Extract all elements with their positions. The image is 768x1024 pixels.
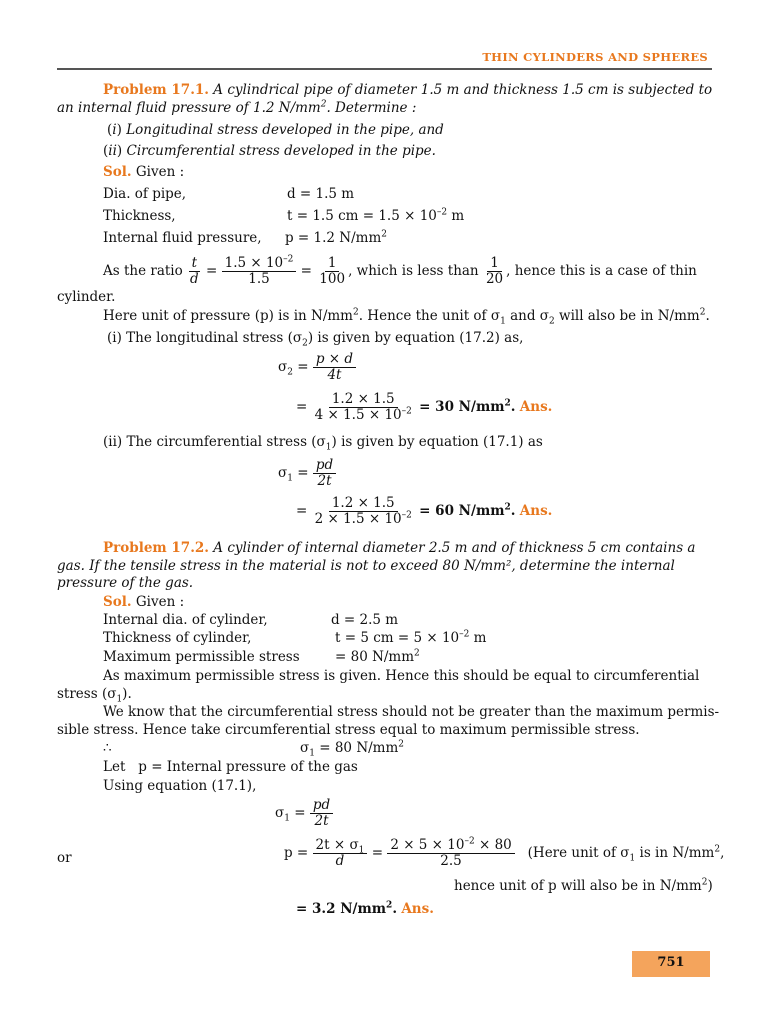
problem-statement: A cylindrical pipe of diameter 1.5 m and thickness 1.5 cm is subjected to [213, 82, 713, 98]
statement-text: . Determine : [326, 100, 417, 116]
pressure-equation: p = $\frac{2t \times \sigma_1}{d}$ = $\frac{2 \times 5 \times 10^{-2} \times 80}{2.5}$ (Here unit of $\sigma_1$ is in $N/mm^2$, [284, 836, 725, 869]
using-line: Using equation (17.1), [103, 778, 257, 794]
ratio-continuation: cylinder. [57, 289, 116, 305]
unit-note-2: hence unit of p will also be in $N/mm^2$) [454, 877, 713, 894]
running-header: THIN CYLINDERS AND SPHERES [482, 50, 708, 64]
given-value-2: t = 1.5 cm = $1.5 \times 10^{-2}$ m [287, 207, 465, 224]
problem-17-2-line2: gas. If the tensile stress in the material is not to exceed 80 N/mm², determine the internal [57, 558, 675, 574]
given-label-2: Thickness, [103, 208, 176, 224]
item-ii: (ii) Circumferential stress developed in the pipe. [103, 143, 436, 159]
ratio-fraction: $\frac{1}{20}$ [485, 255, 504, 287]
given-value-2: t = 5 cm = $5 \times 10^{-2}$ m [335, 629, 487, 646]
given-label-3: Internal fluid pressure, [103, 230, 262, 246]
unit-line: Here unit of pressure (p) is in $N/mm^2$. Hence the unit of $\sigma_1$ and $\sigma_2$ will also be in $N/mm^2$. [103, 307, 710, 327]
sigma2-eq2: = $\frac{1.2 \times 1.5}{4 \times 1.5 \times 10^{-2}}$ = 30 $N/mm^2$. Ans. [296, 391, 553, 423]
paragraph-line: stress $(\sigma_1)$. [57, 686, 132, 705]
let-line: Let p = Internal pressure of the gas [103, 759, 358, 775]
given-value-1: d = 1.5 m [287, 186, 355, 202]
ans-label: Ans. [519, 399, 553, 415]
given-value-3: p = 1.2 $N/mm^2$ [285, 229, 387, 246]
item-text: Longitudinal stress developed in the pipe, and [126, 122, 444, 138]
or-label: or [57, 850, 72, 866]
given-label: Given : [135, 164, 185, 180]
ratio-line: As the ratio $\frac{t}{d}$ = $\frac{1.5 \times 10^{-2}}{1.5}$ = $\frac{1}{100}$ , which is less than $\frac{1}{20}$ , hence this is a case of thin [103, 254, 697, 287]
sigma2-eq1: $\sigma_2$ = $\frac{p \times d}{4t}$ [278, 352, 356, 383]
problem-label: Problem 17.1. [103, 82, 209, 98]
given-label-1: Internal dia. of cylinder, [103, 612, 268, 628]
sigma1-value: $\sigma_1 = 80$ $N/mm^2$ [300, 739, 405, 759]
item-text: Circumferential stress developed in the pipe. [126, 143, 436, 159]
ratio-fraction: $\frac{1.5 \times 10^{-2}}{1.5}$ [222, 256, 297, 287]
header-rule [57, 68, 712, 70]
ratio-fraction: $\frac{1}{100}$ [319, 255, 346, 287]
problem-17-2-line1: Problem 17.2. A cylinder of internal diameter 2.5 m and of thickness 5 cm contains a [103, 540, 696, 556]
sol-line-2: Sol. Given : [103, 594, 185, 610]
sigma1-eq3: $\sigma_1$ = $\frac{pd}{2t}$ [275, 798, 333, 829]
problem-label: Problem 17.2. [103, 540, 209, 556]
given-value-3: = 80 $N/mm^2$ [335, 648, 420, 665]
sol-line [103, 164, 184, 180]
unit-note: (Here unit of $\sigma_1$ is in $N/mm^2$, [527, 844, 725, 864]
paragraph-line: As maximum permissible stress is given. Hence this should be equal to circumferential [103, 668, 700, 684]
therefore-symbol: ∴ [103, 740, 112, 756]
final-result: = 3.2 $N/mm^2$. Ans. [296, 900, 434, 917]
given-label-3: Maximum permissible stress [103, 649, 300, 665]
paragraph-line: sible stress. Hence take circumferential stress equal to maximum permissible stress. [57, 722, 640, 738]
page-number: 751 [657, 955, 685, 970]
problem-17-2-line3: pressure of the gas. [57, 575, 194, 591]
given-label-2: Thickness of cylinder, [103, 630, 252, 646]
given-label-1: Dia. of pipe, [103, 186, 187, 202]
problem-17-1-line1 [103, 82, 712, 98]
statement-text: an internal fluid pressure of 1.2 N/mm [57, 100, 321, 116]
sol-label: Sol. [103, 164, 132, 180]
longitudinal-line: (i) The longitudinal stress $(\sigma_2)$ is given by equation (17.2) as, [107, 330, 524, 349]
problem-17-1-line2: an internal fluid pressure of 1.2 $N/mm^2$. Determine : [57, 99, 417, 116]
item-i: (i) Longitudinal stress developed in the pipe, and [107, 122, 444, 138]
sigma1-eq2: = $\frac{1.2 \times 1.5}{2 \times 1.5 \times 10^{-2}}$ = 60 $N/mm^2$. Ans. [296, 495, 553, 527]
sigma1-eq1: $\sigma_1$ = $\frac{pd}{2t}$ [278, 458, 336, 489]
ratio-fraction: $\frac{t}{d}$ [190, 255, 199, 287]
paragraph-line: We know that the circumferential stress should not be greater than the maximum permis- [103, 704, 720, 720]
circumferential-line: (ii) The circumferential stress $(\sigma_1)$ is given by equation (17.1) as [103, 434, 543, 453]
given-value-1: d = 2.5 m [331, 612, 399, 628]
